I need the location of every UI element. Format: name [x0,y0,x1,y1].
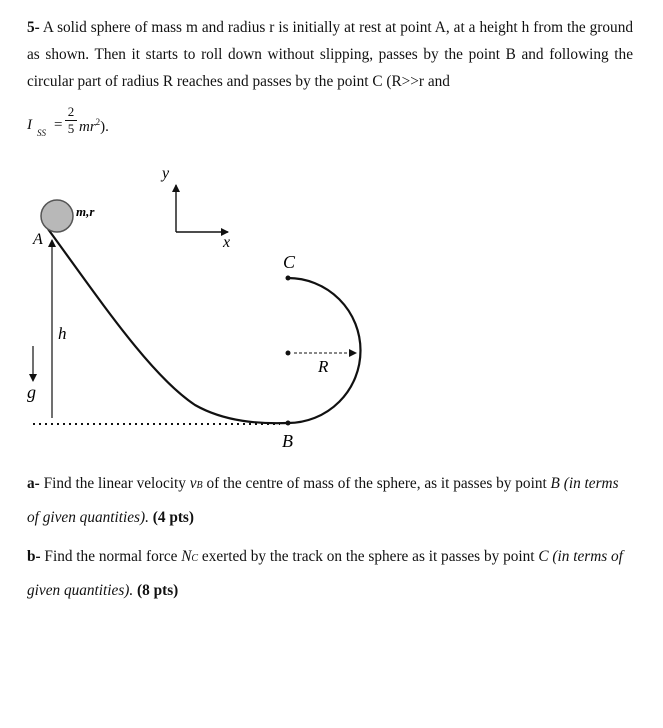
label-point-a: A [33,231,43,248]
sphere [41,200,73,232]
point-c-marker [286,276,291,281]
question-b [27,541,633,607]
question-a-label: a- [27,475,40,492]
loop-center-point [286,351,291,356]
question-a-text2: of the centre of mass of the sphere, as it passes by point [202,475,551,492]
inertia-subscript: SS [37,128,46,138]
formula-exponent: 2 [95,117,101,127]
physics-diagram [0,150,663,460]
equals-sign: = [54,117,63,133]
label-axis-x: x [223,234,231,251]
problem-number: 5- [27,19,40,36]
label-height: h [58,324,67,343]
fraction-denominator: 5 [67,121,75,136]
problem-text: A solid sphere of mass m and radius r is initially at rest at point A, at a height h from the ground as shown. Then it starts to roll down without slipping, passes by the point B and following the circular part of radius R reaches and passes by the point C (R>>r and [27,19,633,90]
label-radius: R [318,357,329,376]
question-b-var-sub: C [191,553,199,564]
formula-closing: ). [100,119,109,135]
label-axis-y: y [162,165,170,182]
question-b-text1: Find the normal force [40,548,182,565]
inertia-symbol: I [27,117,32,133]
question-b-var: N [181,548,192,565]
label-point-b: B [282,431,293,451]
question-b-label: b- [27,548,41,565]
point-b-marker [286,421,291,426]
label-gravity: g [27,382,36,402]
question-a-point: B [550,475,560,492]
fraction [65,105,77,136]
label-mass-radius: m,r [76,204,95,219]
question-a-text1: Find the linear velocity [39,475,190,492]
question-b-text2: exerted by the track on the sphere as it passes by point [198,548,539,565]
question-a [27,468,633,534]
formula-mr: mr [79,119,96,135]
question-a-paren: (in terms of given quantities). [27,475,619,526]
question-a-var: v [189,475,197,492]
fraction-numerator: 2 [67,104,75,119]
track-curve [48,229,361,423]
question-a-var-sub: B [196,480,203,491]
label-point-c: C [283,252,296,272]
problem-statement [27,14,633,95]
question-a-points: (4 pts) [152,509,194,526]
formula-body [79,117,109,136]
question-b-paren: (in terms of given quantities). [27,548,623,599]
question-b-point: C [538,548,549,565]
question-b-points: (8 pts) [137,582,179,599]
